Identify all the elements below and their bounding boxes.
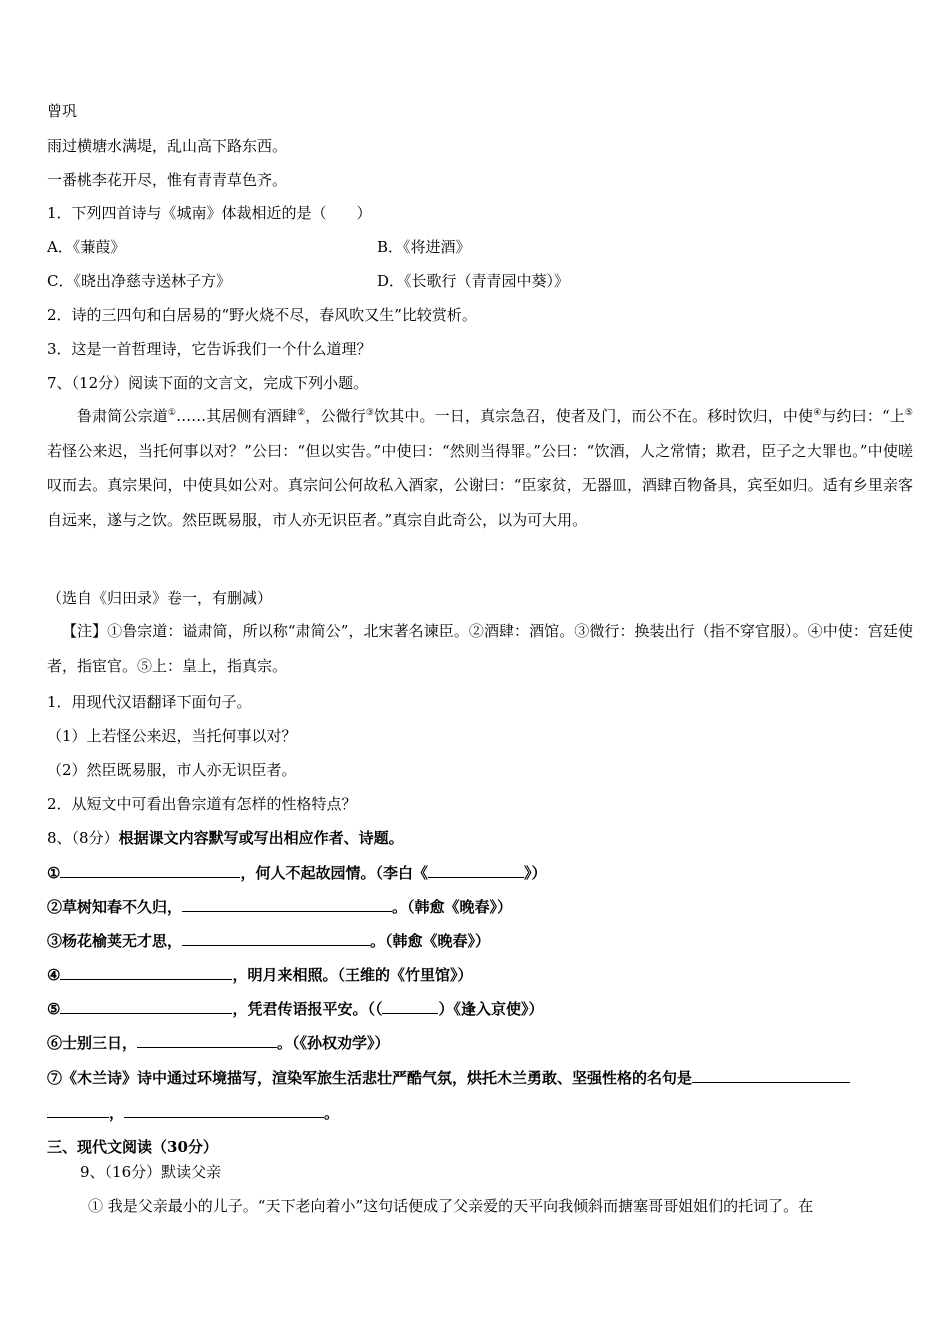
note-ref: ④ <box>813 408 822 418</box>
section-3-title: 三、现代文阅读（30分） <box>47 1138 218 1156</box>
line-text: ③杨花榆荚无才思， <box>47 932 183 950</box>
note-ref: ⑤ <box>904 408 913 418</box>
q8-heading-instruction: 根据课文内容默写或写出相应作者、诗题。 <box>118 829 404 847</box>
note-ref: ② <box>297 408 306 418</box>
line-text: 》） <box>523 864 547 882</box>
item-number: ① <box>47 864 61 882</box>
line-text: ②草树知春不久归， <box>47 898 183 916</box>
q8-line-1 <box>47 862 546 883</box>
essay-paragraph-1: ① 我是父亲最小的儿子。“天下老向着小”这句话便成了父亲爱的天平向我倾斜而搪塞哥哥姐姐们的托词了。在 <box>88 1197 814 1215</box>
q8-line-6 <box>47 1032 390 1053</box>
q9-heading: 9、（16分）默读父亲 <box>80 1163 222 1181</box>
notes-text: ①鲁宗道：谥肃简，所以称“肃简公”，北宋著名谏臣。②酒肆：酒馆。③微行：换装出行（指不穿官服）。④中使：宫廷使者，指宦官。⑤上：皇上，指真宗。 <box>47 622 913 675</box>
option-b: B．《将进酒》 <box>377 238 471 256</box>
line-text: ⑦《木兰诗》诗中通过环境描写，渲染军旅生活悲壮严酷气氛，烘托木兰勇敢、坚强性格的名句是 <box>47 1069 693 1087</box>
line-text: ， <box>109 1104 125 1122</box>
passage-text: ，公微行 <box>305 407 366 425</box>
answer-blank[interactable] <box>382 998 438 1014</box>
q8-heading-prefix: 8、（8分） <box>47 829 119 847</box>
passage-text: ……其居侧有酒肆 <box>176 407 298 425</box>
q7-heading: 7、（12分）阅读下面的文言文，完成下列小题。 <box>47 374 369 392</box>
passage-text: 与约曰：“上 <box>821 407 905 425</box>
q7-sub-2: 2．从短文中可看出鲁宗道有怎样的性格特点？ <box>47 795 357 813</box>
answer-blank[interactable] <box>47 1102 109 1118</box>
q8-line-3 <box>47 930 490 951</box>
q7-sub-1b: （2）然臣既易服，市人亦无识臣者。 <box>47 761 297 779</box>
answer-blank[interactable] <box>60 862 240 878</box>
q8-line-7 <box>47 1067 850 1088</box>
answer-blank[interactable] <box>692 1067 850 1083</box>
poem-question-3: 3．这是一首哲理诗，它告诉我们一个什么道理？ <box>47 340 372 358</box>
answer-blank[interactable] <box>60 964 232 980</box>
poem-question-2: 2．诗的三四句和白居易的“野火烧不尽，春风吹又生”比较赏析。 <box>47 306 477 324</box>
passage-text: 若怪公来迟，当托何事以对？”公曰：“但以实告。”中使曰：“然则当得罪。”公曰：“饮酒，人之常情；欺君，臣子之大罪也。”中使嗟叹而去。真宗果问，中使具如公对。真宗问公何故私入酒家，公谢曰：“臣家贫，无器皿，酒肆百物备具，宾至如归。适有乡里亲客自远来，遂与之饮。然臣既易服，市人亦无识臣者。”真宗自此奇公，以为可大用。 <box>47 441 913 529</box>
q8-line-5 <box>47 998 543 1019</box>
line-text: 。（韩愈《晚春》） <box>392 898 513 916</box>
notes-label: 【注】 <box>62 622 108 640</box>
line-text: ，凭君传语报平安。（（ <box>232 1000 383 1018</box>
note-ref: ③ <box>365 408 375 418</box>
line-text: ⑥士别三日， <box>47 1034 138 1052</box>
q8-line-4 <box>47 964 472 985</box>
item-number: ⑤ <box>47 1000 61 1018</box>
q8-line-7-cont <box>47 1102 339 1123</box>
line-text: 。（《孙权劝学》） <box>277 1034 390 1052</box>
answer-blank[interactable] <box>182 930 370 946</box>
passage-text: 鲁肃简公宗道 <box>77 407 168 425</box>
answer-blank[interactable] <box>60 998 232 1014</box>
classical-passage <box>47 399 913 537</box>
poem-line-1: 雨过横塘水满堤，乱山高下路东西。 <box>47 137 288 155</box>
poem-question-1: 1．下列四首诗与《城南》体裁相近的是（ ） <box>47 204 372 222</box>
line-text: ，何人不起故园情。（李白《 <box>240 864 428 882</box>
q8-heading <box>47 828 404 848</box>
passage-text: 饮其中。一日，真宗急召，使者及门，而公不在。移时饮归，中使 <box>374 407 814 425</box>
option-d: D．《长歌行（青青园中葵）》 <box>377 272 570 290</box>
option-c: C．《晓出净慈寺送林子方》 <box>47 272 231 290</box>
answer-blank[interactable] <box>428 862 524 878</box>
line-text: 。（韩愈《晚春》） <box>370 932 491 950</box>
q7-sub-1a: （1）上若怪公来迟，当托何事以对？ <box>47 727 297 745</box>
line-text: ，明月来相照。（王维的《竹里馆》） <box>232 966 473 984</box>
q8-line-2 <box>47 896 512 917</box>
item-number: ④ <box>47 966 61 984</box>
poem-author: 曾巩 <box>47 102 78 120</box>
option-a: A．《蒹葭》 <box>47 238 126 256</box>
line-text: ）《逢入京使》） <box>438 1000 544 1018</box>
q7-sub-1: 1．用现代汉语翻译下面句子。 <box>47 693 252 711</box>
answer-blank[interactable] <box>182 896 392 912</box>
line-text: 。 <box>324 1104 340 1122</box>
answer-blank[interactable] <box>124 1102 324 1118</box>
answer-blank[interactable] <box>137 1032 277 1048</box>
note-ref: ① <box>167 408 177 418</box>
passage-source: （选自《归田录》卷一，有删减） <box>47 589 273 607</box>
passage-notes <box>47 614 913 683</box>
poem-line-2: 一番桃李花开尽，惟有青青草色齐。 <box>47 171 288 189</box>
